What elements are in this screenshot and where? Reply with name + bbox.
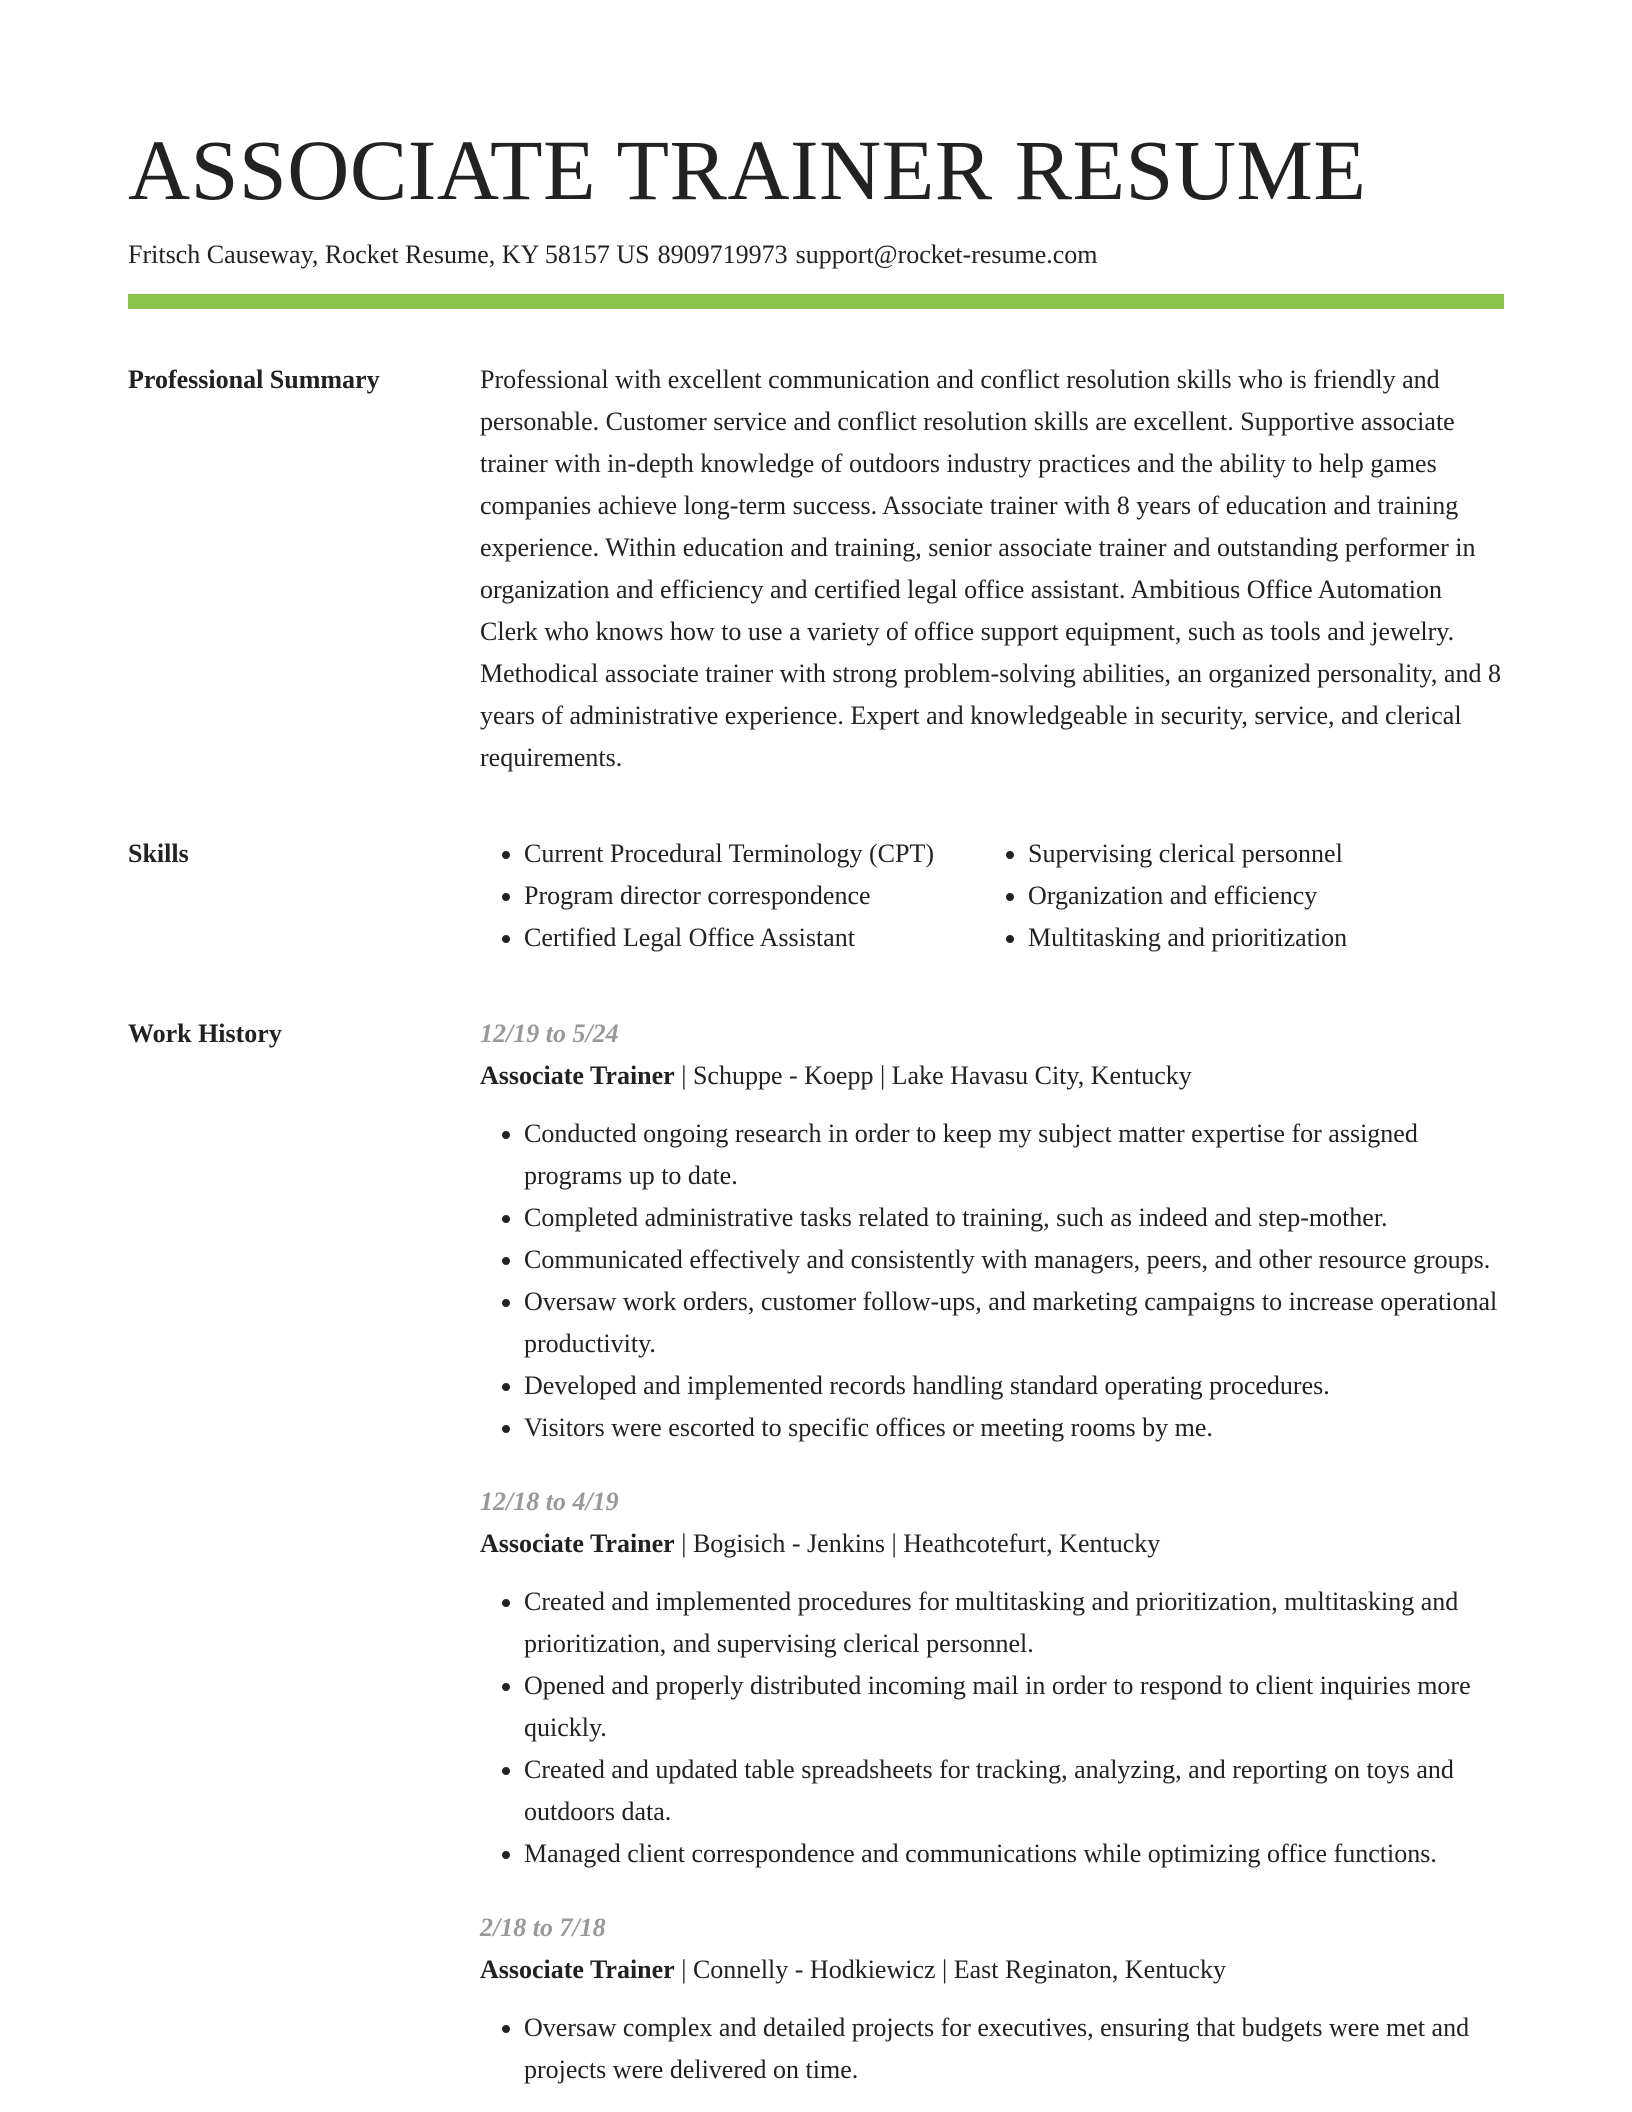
duty-item: • Managed client correspondence and communications while optimizing office functions.: [524, 1833, 1504, 1875]
duty-item: • Oversaw work orders, customer follow-ups, and marketing campaigns to increase operational productivity.: [524, 1281, 1504, 1365]
header-divider: [128, 294, 1504, 309]
job-title-line: [480, 1949, 1504, 1991]
skills-column-right: [984, 833, 1504, 959]
duty-item: • Visitors were escorted to specific offices or meeting rooms by me.: [524, 1407, 1504, 1449]
summary-heading: Professional Summary: [128, 365, 380, 394]
duty-item: • Developed and implemented records handling standard operating procedures.: [524, 1365, 1504, 1407]
job-dates: 12/19 to 5/24: [480, 1019, 619, 1048]
job-role: Associate Trainer: [480, 1529, 675, 1558]
job-title-line: [480, 1523, 1504, 1565]
duty-item: • Created and updated table spreadsheets for tracking, analyzing, and reporting on toys and outdoors data.: [524, 1749, 1504, 1833]
duty-item: • Conducted ongoing research in order to keep my subject matter expertise for assigned programs up to date.: [524, 1113, 1504, 1197]
work-history-heading: Work History: [128, 1019, 282, 1048]
job-duties: [480, 1581, 1504, 1875]
job-role: Associate Trainer: [480, 1061, 675, 1090]
skills-list: [480, 833, 1504, 959]
skill-item: • Current Procedural Terminology (CPT): [524, 833, 984, 875]
duty-item: • Created and implemented procedures for multitasking and prioritization, multitasking and prioritization, and supervising clerical personnel.: [524, 1581, 1504, 1665]
skills-column-left: [480, 833, 984, 959]
duty-item: • Communicated effectively and consistently with managers, peers, and other resource groups.: [524, 1239, 1504, 1281]
contact-phone: 8909719973: [657, 240, 788, 269]
job-duties: [480, 2007, 1504, 2091]
skill-item: • Organization and efficiency: [1028, 875, 1504, 917]
skill-item: • Multitasking and prioritization: [1028, 917, 1504, 959]
job-entry: [480, 1013, 1504, 1449]
job-details: | Schuppe - Koepp | Lake Havasu City, Kentucky: [674, 1061, 1192, 1090]
job-dates: 12/18 to 4/19: [480, 1487, 619, 1516]
skill-item: • Supervising clerical personnel: [1028, 833, 1504, 875]
contact-line: [128, 238, 1504, 272]
skill-item: • Program director correspondence: [524, 875, 984, 917]
summary-text: Professional with excellent communication and conflict resolution skills who is friendly and personable. Customer service and conflict resolution skills are excellent. Supportive associate trainer with in-depth knowledge of outdoors industry practices and the ability to help games companies achieve long-term success. Associate trainer with 8 years of education and training experience. Within education and training, senior associate trainer and outstanding performer in organization and efficiency and certified legal office assistant. Ambitious Office Automation Clerk who knows how to use a variety of office support equipment, such as tools and jewelry. Methodical associate trainer with strong problem-solving abilities, an organized personality, and 8 years of administrative experience. Expert and knowledgeable in security, service, and clerical requirements.: [480, 365, 1501, 772]
duty-item: • Oversaw complex and detailed projects for executives, ensuring that budgets were met and projects were delivered on time.: [524, 2007, 1504, 2091]
contact-email: support@rocket-resume.com: [795, 240, 1098, 269]
skills-heading: Skills: [128, 839, 189, 868]
summary-section: [128, 359, 1504, 779]
skills-section: [128, 833, 1504, 959]
job-details: | Connelly - Hodkiewicz | East Reginaton, Kentucky: [674, 1955, 1226, 1984]
job-entry: [480, 1481, 1504, 1875]
contact-address: Fritsch Causeway, Rocket Resume, KY 58157 US: [128, 240, 650, 269]
job-title-line: [480, 1055, 1504, 1097]
resume-page: [128, 120, 1504, 2091]
resume-title: ASSOCIATE TRAINER RESUME: [128, 122, 1367, 218]
duty-item: • Opened and properly distributed incoming mail in order to respond to client inquiries more quickly.: [524, 1665, 1504, 1749]
job-details: | Bogisich - Jenkins | Heathcotefurt, Kentucky: [674, 1529, 1161, 1558]
work-history-section: [128, 1013, 1504, 2091]
duty-item: • Completed administrative tasks related to training, such as indeed and step-mother.: [524, 1197, 1504, 1239]
job-dates: 2/18 to 7/18: [480, 1913, 606, 1942]
job-role: Associate Trainer: [480, 1955, 675, 1984]
job-duties: [480, 1113, 1504, 1449]
skill-item: • Certified Legal Office Assistant: [524, 917, 984, 959]
job-entry: [480, 1907, 1504, 2091]
